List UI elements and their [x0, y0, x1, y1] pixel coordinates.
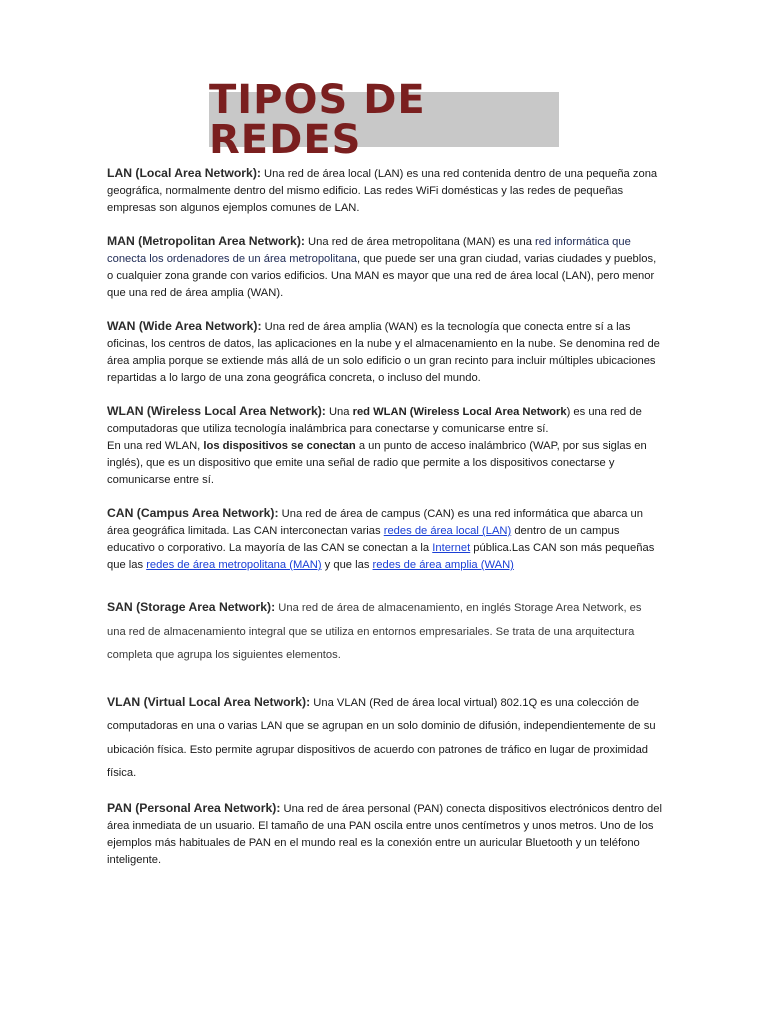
paragraph-lan — [107, 165, 662, 217]
link-lan[interactable]: redes de área local (LAN) — [383, 525, 512, 537]
text-san: Una red de área de almacenamiento, en inglés Storage Area Network, es una red de almacenamiento integral que se utiliza en entornos empresariales. Se trata de una arquitectura completa que agrupa los siguientes elementos. — [107, 602, 642, 661]
term-pan: PAN (Personal Area Network): — [107, 800, 281, 815]
paragraph-san — [107, 596, 662, 668]
text-lan: Una red de área local (LAN) es una red contenida dentro de una pequeña zona geográfica, normalmente dentro del mismo edificio. Las redes WiFi domésticas y las redes de pequeñas empresas son algunos ejemplos comunes de LAN. — [107, 168, 658, 214]
term-wan: WAN (Wide Area Network): — [107, 319, 262, 333]
text-can-1: Una red de área de campus (CAN) es una red informática que abarca un área geográfica limitada. Las CAN interconectan varias — [107, 508, 643, 537]
term-san: SAN (Storage Area Network): — [107, 600, 276, 614]
page-title: TIPOS DE REDES — [209, 76, 426, 163]
text-can-3: pública.Las CAN son más pequeñas que las — [107, 542, 655, 571]
title-banner — [209, 76, 559, 163]
term-can: CAN (Campus Area Network): — [107, 506, 279, 520]
text-wlan-3: En una red WLAN, — [107, 440, 204, 452]
term-wlan: WLAN (Wireless Local Area Network): — [107, 404, 326, 418]
term-vlan: VLAN (Virtual Local Area Network): — [107, 694, 311, 709]
text-can-2: dentro de un campus educativo o corporativo. La mayoría de las CAN se conectan a la — [107, 525, 620, 554]
term-lan: LAN (Local Area Network): — [107, 166, 261, 180]
term-man: MAN (Metropolitan Area Network): — [107, 234, 305, 248]
link-internet[interactable]: Internet — [432, 542, 471, 554]
link-wan[interactable]: redes de área amplia (WAN) — [372, 559, 514, 571]
paragraph-pan — [107, 800, 662, 869]
text-wan: Una red de área amplia (WAN) es la tecnología que conecta entre sí a las oficinas, los centros de datos, las aplicaciones en la nube y el almacenamiento en la nube. Se denomina red de área amplia porque se extiende más allá de un solo edificio o un gran recinto para incluir múltiples ubicaciones repartidas a lo largo de una zona geográfica concreta, o incluso del mundo. — [107, 321, 660, 384]
text-wlan-4: a un punto de acceso inalámbrico (WAP, por sus siglas en inglés), que es un dispositivo que emite una señal de radio que permite a los dispositivos conectarse y comunicarse entre sí. — [107, 440, 647, 486]
text-wlan-1: Una — [325, 406, 353, 418]
text-man-1: Una red de área metropolitana (MAN) es una — [304, 236, 536, 248]
text-pan: Una red de área personal (PAN) conecta dispositivos electrónicos dentro del área inmediata de un usuario. El tamaño de una PAN oscila entre unos centímetros y unos metros. Uno de los ejemplos más habituales de PAN en el mundo real es la conexión entre un auricular Bluetooth y un teléfono inteligente. — [107, 802, 662, 866]
paragraph-vlan — [107, 691, 662, 786]
text-wlan-2: ) es una red de computadoras que utiliza tecnología inalámbrica para conectarse y comunicarse entre sí. — [107, 406, 642, 435]
document-body — [107, 165, 662, 869]
text-wlan-bold-1: red WLAN (Wireless Local Area Network — [352, 406, 567, 418]
text-man-2: , que puede ser una gran ciudad, varias ciudades y pueblos, o cualquier zona grande con varios edificios. Una MAN es mayor que una red de área local (LAN), pero menor que una red de área amplia (WAN). — [107, 253, 657, 299]
paragraph-man — [107, 233, 662, 302]
paragraph-wan — [107, 318, 662, 387]
paragraph-can — [107, 505, 662, 574]
text-vlan: Una VLAN (Red de área local virtual) 802.1Q es una colección de computadoras en una o varias LAN que se agrupan en un solo dominio de difusión, independientemente de su ubicación física. Esto permite agrupar dispositivos de acuerdo con patrones de tráfico en lugar de proximidad física. — [107, 696, 656, 779]
text-can-4: y que las — [321, 559, 373, 571]
link-man[interactable]: redes de área metropolitana (MAN) — [146, 559, 322, 571]
text-man-highlight: red informática que conecta los ordenadores de un área metropolitana — [107, 236, 631, 265]
text-wlan-bold-2: los dispositivos se conectan — [203, 440, 356, 452]
paragraph-wlan — [107, 403, 662, 489]
